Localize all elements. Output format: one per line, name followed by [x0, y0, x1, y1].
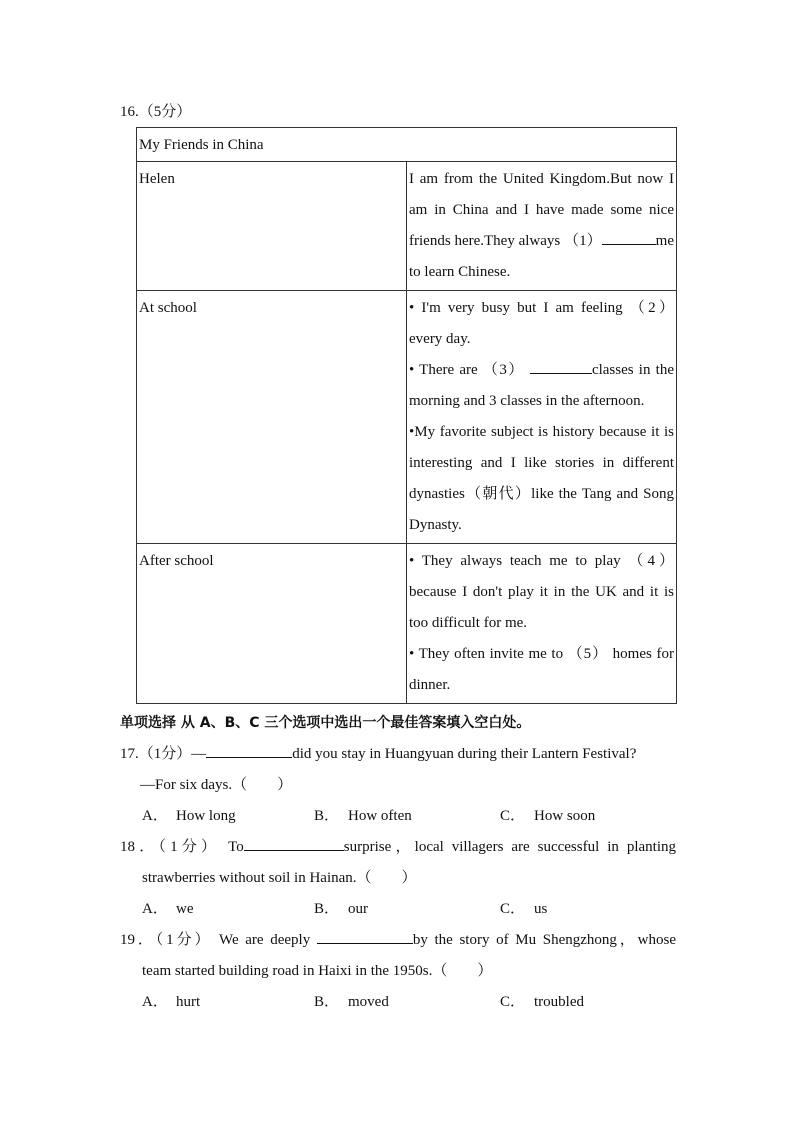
answer-blank-18[interactable]: [244, 832, 344, 851]
question-18-line1: [120, 832, 676, 863]
option-letter: B．: [314, 901, 340, 917]
helen-text-b: me to learn Chinese.: [409, 233, 674, 280]
option-text: troubled: [534, 994, 584, 1010]
option-text: How long: [176, 808, 236, 824]
option-text: us: [534, 901, 548, 917]
row-label-at-school: At school: [137, 291, 407, 544]
question-17: [120, 739, 676, 801]
option-text: our: [348, 901, 368, 917]
option-letter: B．: [314, 994, 340, 1010]
option-letter: C．: [500, 808, 526, 824]
after-bullet-2: • They often invite me to （5） homes for dinner.: [409, 646, 674, 693]
question-19-prefix: 19．（1分） We are deeply: [120, 932, 311, 948]
question-19-text: by the story of Mu Shengzhong，whose: [412, 932, 676, 948]
option-letter: C．: [500, 994, 526, 1010]
row-label-after-school: After school: [137, 544, 407, 704]
option-text: How often: [348, 808, 412, 824]
option-letter: B．: [314, 808, 340, 824]
school-bullet-1: • I'm very busy but I am feeling （2） every day.: [409, 300, 674, 347]
question-17-prefix: 17.（1分）—: [120, 746, 207, 762]
option-a[interactable]: [142, 894, 194, 925]
after-bullet-1: • They always teach me to play （4） because I don't play it in the UK and it is too difficult for me.: [409, 553, 674, 631]
question-17-options: [142, 801, 682, 832]
blank-3[interactable]: [530, 355, 592, 374]
question-16-label: 16.（5分）: [120, 104, 192, 120]
option-text: hurt: [176, 994, 201, 1010]
answer-blank-19[interactable]: [317, 925, 413, 944]
friends-table: [136, 127, 677, 704]
option-letter: A．: [142, 994, 168, 1010]
question-19-options: [142, 987, 682, 1018]
after-school-text: [407, 544, 677, 704]
question-17-text: did you stay in Huangyuan during their Lantern Festival?: [292, 746, 637, 762]
blank-1[interactable]: [602, 226, 656, 245]
school-bullet-2a: • There are （3）: [409, 362, 525, 378]
table-title: My Friends in China: [137, 128, 677, 162]
table-row: [137, 162, 677, 291]
question-17-line2: —For six days.（ ）: [140, 777, 293, 793]
option-text: How soon: [534, 808, 596, 824]
option-b[interactable]: [314, 894, 368, 925]
option-c[interactable]: [500, 801, 595, 832]
option-text: we: [176, 901, 194, 917]
table-row: [137, 128, 677, 162]
option-text: moved: [348, 994, 389, 1010]
question-17-line1: [120, 739, 676, 770]
row-label-helen: Helen: [137, 162, 407, 291]
question-19-line1: [120, 925, 676, 956]
option-b[interactable]: [314, 987, 389, 1018]
answer-blank-17[interactable]: [206, 739, 292, 758]
question-18-line2: strawberries without soil in Hainan.（ ）: [142, 870, 417, 886]
option-c[interactable]: [500, 894, 547, 925]
school-bullet-2: [409, 355, 674, 417]
question-18-options: [142, 894, 682, 925]
helen-text-a: I am from the United Kingdom.But now I am in China and I have made some nice friends here.They always （1）: [409, 171, 674, 249]
question-18-prefix: 18．（1分） To: [120, 839, 244, 855]
table-row: [137, 291, 677, 544]
question-18: [120, 832, 676, 894]
option-letter: A．: [142, 901, 168, 917]
option-letter: C．: [500, 901, 526, 917]
question-19-line2: team started building road in Haixi in the 1950s.（ ）: [142, 963, 493, 979]
option-a[interactable]: [142, 801, 236, 832]
table-row: [137, 544, 677, 704]
question-19: [120, 925, 676, 987]
at-school-text: [407, 291, 677, 544]
option-c[interactable]: [500, 987, 584, 1018]
option-a[interactable]: [142, 987, 200, 1018]
section-heading: 单项选择 从 A、B、C 三个选项中选出一个最佳答案填入空白处。: [120, 715, 531, 731]
school-bullet-2b: classes in the morning and 3 classes in the afternoon.: [409, 362, 674, 409]
question-18-text: surprise，local villagers are successful in planting: [343, 839, 676, 855]
option-b[interactable]: [314, 801, 412, 832]
helen-text: [407, 162, 677, 291]
option-letter: A．: [142, 808, 168, 824]
school-bullet-3: •My favorite subject is history because it is interesting and I like stories in different dynasties（朝代）like the Tang and Song Dynasty.: [409, 424, 674, 533]
